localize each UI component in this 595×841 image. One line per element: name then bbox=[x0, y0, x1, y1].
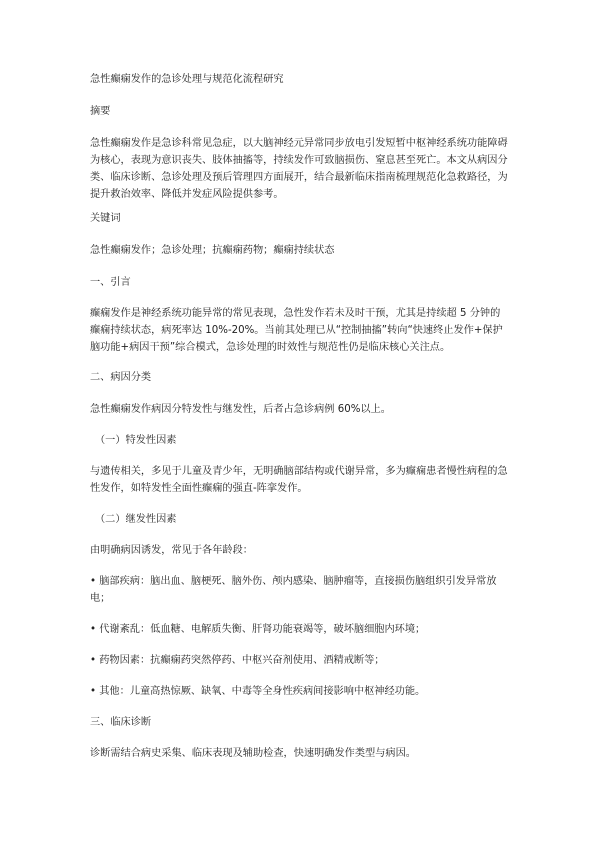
subsection-heading-idiopathic: （一）特发性因素 bbox=[95, 435, 177, 446]
introduction-paragraph: 癫痫发作是神经系统功能异常的常见表现，急性发作若未及时干预，尤其是持续超 5 分钟的癫痫持续状态，病死率达 10%-20%。当前其处理已从“控制抽搐”转向“快速终止发作+保护脑功能+病因干预”综合模式，急诊处理的时效性与规范性仍是临床核心关注点。 bbox=[90, 308, 503, 353]
list-item: • 药物因素：抗癫痫药突然停药、中枢兴奋剂使用、酒精戒断等； bbox=[90, 655, 385, 666]
section-heading-diagnosis: 三、临床诊断 bbox=[90, 717, 152, 728]
section-heading-etiology: 二、病因分类 bbox=[90, 372, 152, 383]
list-item: • 代谢紊乱：低血糖、电解质失衡、肝肾功能衰竭等，破坏脑细胞内环境； bbox=[90, 624, 426, 635]
section-heading-introduction: 一、引言 bbox=[90, 277, 131, 288]
keywords-paragraph: 急性癫痫发作；急诊处理；抗癫痫药物；癫痫持续状态 bbox=[90, 245, 335, 256]
document-title: 急性癫痫发作的急诊处理与规范化流程研究 bbox=[90, 74, 284, 85]
abstract-heading: 摘要 bbox=[90, 106, 111, 117]
list-item: • 其他：儿童高热惊厥、缺氧、中毒等全身性疾病间接影响中枢神经功能。 bbox=[90, 686, 426, 697]
secondary-intro: 由明确病因诱发，常见于各年龄段： bbox=[90, 545, 253, 556]
list-item: • 脑部疾病：脑出血、脑梗死、脑外伤、颅内感染、脑肿瘤等，直接损伤脑组织引发异常放电； bbox=[90, 576, 497, 604]
etiology-intro: 急性癫痫发作病因分特发性与继发性，后者占急诊病例 60%以上。 bbox=[90, 404, 391, 415]
diagnosis-intro: 诊断需结合病史采集、临床表现及辅助检查，快速明确发作类型与病因。 bbox=[90, 748, 416, 759]
subsection-heading-secondary: （二）继发性因素 bbox=[95, 514, 177, 525]
idiopathic-paragraph: 与遗传相关，多见于儿童及青少年，无明确脑部结构或代谢异常，多为癫痫患者慢性病程的急性发作，如特发性全面性癫痫的强直-阵挛发作。 bbox=[90, 466, 508, 494]
abstract-paragraph: 急性癫痫发作是急诊科常见急症，以大脑神经元异常同步放电引发短暂中枢神经系统功能障碍为核心，表现为意识丧失、肢体抽搐等，持续发作可致脑损伤、窒息甚至死亡。本文从病因分类、临床诊断、急诊处理及预后管理四方面展开，结合最新临床指南梳理规范化急救路径，为提升救治效率、降低并发症风险提供参考。 bbox=[90, 138, 508, 200]
keywords-heading: 关键词 bbox=[90, 213, 121, 224]
